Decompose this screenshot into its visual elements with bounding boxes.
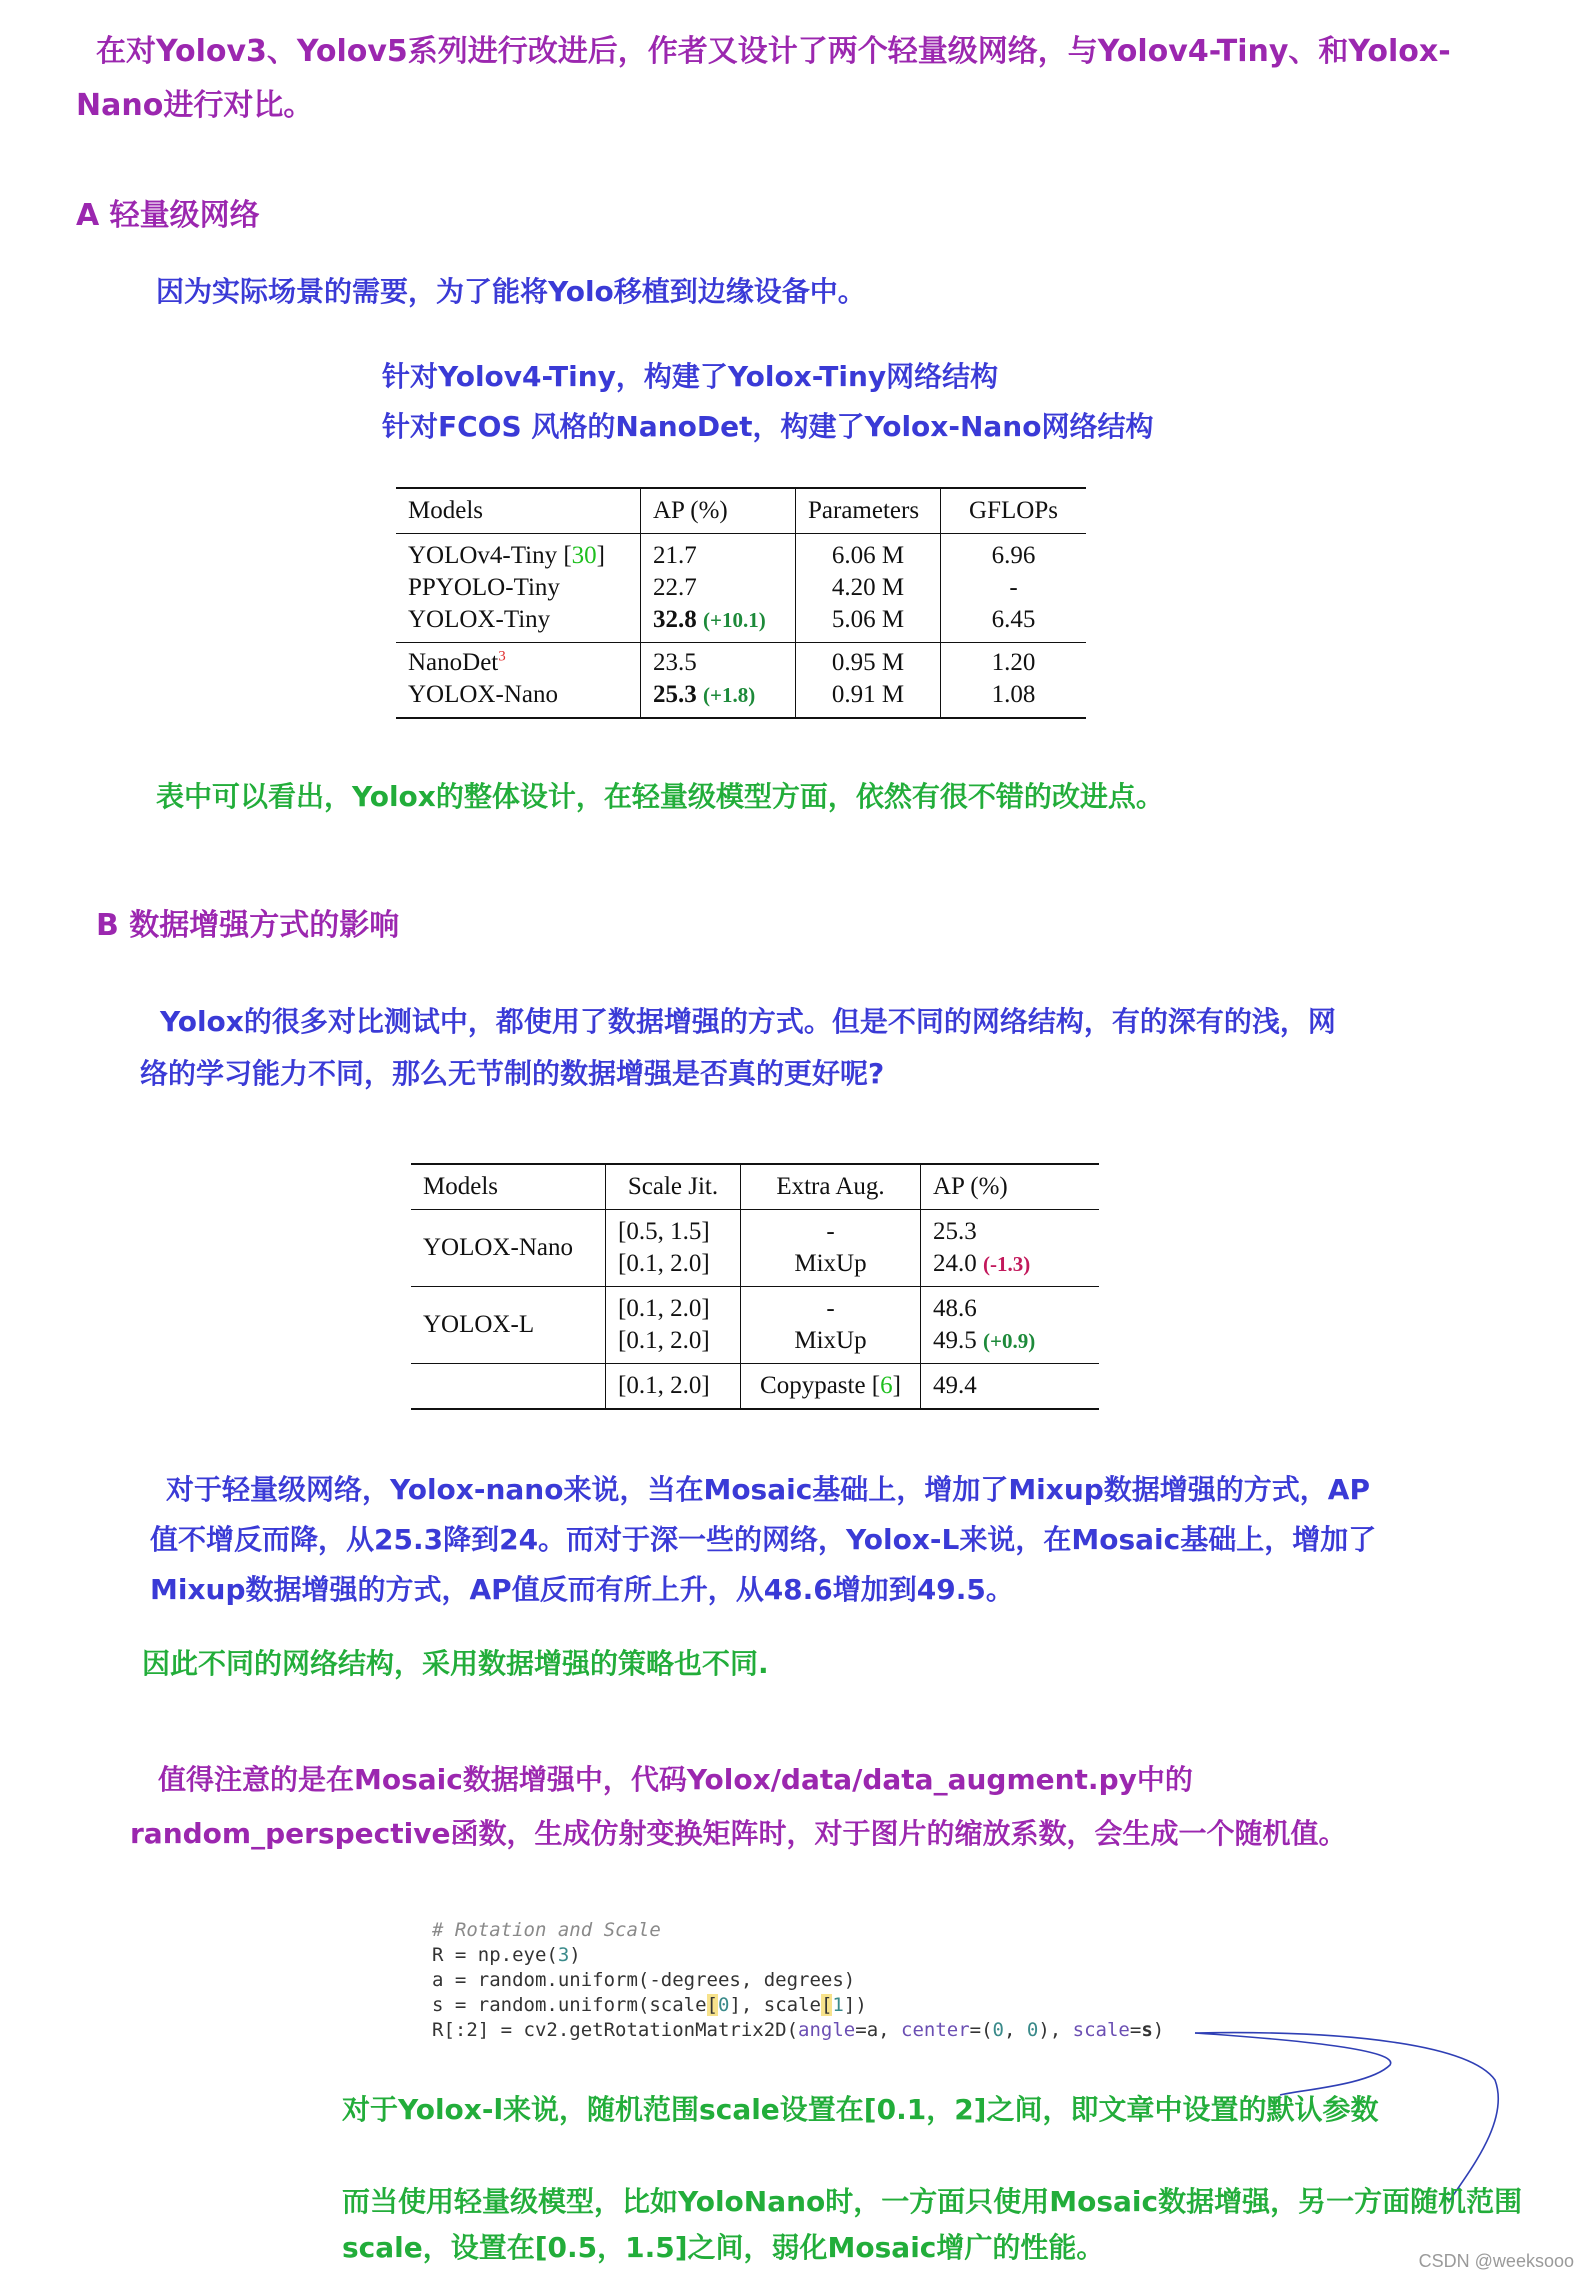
- note-line-2: random_perspective函数，生成仿射变换矩阵时，对于图片的缩放系数，会生成一个随机值。: [130, 1817, 1347, 1850]
- section-b-question-1: Yolox的很多对比测试中，都使用了数据增强的方式。但是不同的网络结构，有的深有的浅，网: [160, 1005, 1336, 1038]
- code-snippet: [432, 1918, 1164, 2043]
- table-row-group-tiny: [396, 534, 1086, 643]
- aug-large-model: YOLOX-L: [411, 1287, 606, 1364]
- aug-col-header-models: Models: [411, 1164, 606, 1210]
- section-a-conclusion: 表中可以看出，Yolox的整体设计，在轻量级模型方面，依然有很不错的改进点。: [156, 780, 1164, 813]
- table-row-group-nano: [396, 643, 1086, 719]
- col-header-ap: AP (%): [641, 488, 796, 534]
- aug-copypaste-extra: Copypaste [6]: [741, 1364, 921, 1410]
- col-header-parameters: Parameters: [796, 488, 941, 534]
- aug-nano-ap: 25.3 24.0 (-1.3): [933, 1218, 1031, 1277]
- arrow-to-large-note: [1195, 2033, 1391, 2095]
- aug-col-header-extra: Extra Aug.: [741, 1164, 921, 1210]
- augmentation-table: [411, 1163, 1099, 1410]
- section-a-reason: 因为实际场景的需要，为了能将Yolo移植到边缘设备中。: [156, 275, 866, 308]
- nano-params-cell: 0.95 M 0.91 M: [796, 643, 941, 719]
- code-line-3: s = random.uniform(scale[0], scale[1]): [432, 1994, 867, 2016]
- tiny-params-cell: 6.06 M 4.20 M 5.06 M: [796, 534, 941, 643]
- aug-table-header-row: [411, 1164, 1099, 1210]
- lightweight-comparison-table: [396, 487, 1086, 719]
- section-a-point-1: 针对Yolov4-Tiny，构建了Yolox-Tiny网络结构: [382, 360, 999, 393]
- code-line-4: R[:2] = cv2.getRotationMatrix2D(angle=a, center=(0, 0), scale=s): [432, 2019, 1165, 2041]
- watermark: CSDN @weeksooo: [1418, 2251, 1574, 2271]
- aug-copypaste-empty: [411, 1364, 606, 1410]
- aug-col-header-scale: Scale Jit.: [606, 1164, 741, 1210]
- explain-nano-1: 而当使用轻量级模型，比如YoloNano时，一方面只使用Mosaic数据增强，另一方面随机范围: [342, 2185, 1523, 2218]
- col-header-gflops: GFLOPs: [969, 497, 1058, 524]
- aug-copypaste-scale: [0.1, 2.0]: [606, 1364, 741, 1410]
- table-row: [411, 1287, 1099, 1364]
- nano-ap-cell: 23.5 25.3 (+1.8): [641, 643, 796, 719]
- aug-nano-model: YOLOX-Nano: [411, 1210, 606, 1287]
- tiny-models-cell: [396, 534, 641, 643]
- section-b-heading: B 数据增强方式的影响: [96, 908, 400, 943]
- aug-large-extra: - MixUp: [741, 1287, 921, 1364]
- analysis-line-2: 值不增反而降，从25.3降到24。而对于深一些的网络，Yolox-L来说，在Mosaic基础上，增加了: [150, 1523, 1377, 1556]
- aug-large-scale: [0.1, 2.0] [0.1, 2.0]: [606, 1287, 741, 1364]
- aug-copypaste-ap: 49.4: [933, 1372, 977, 1399]
- aug-nano-scale: [0.5, 1.5] [0.1, 2.0]: [606, 1210, 741, 1287]
- aug-large-ap: 48.6 49.5 (+0.9): [933, 1295, 1036, 1354]
- section-b-conclusion: 因此不同的网络结构，采用数据增强的策略也不同.: [142, 1647, 769, 1680]
- code-comment: # Rotation and Scale: [432, 1919, 661, 1941]
- tiny-gflops-cell: 6.96 - 6.45: [991, 542, 1036, 633]
- tiny-ap-cell: 21.7 22.7 32.8 (+10.1): [641, 534, 796, 643]
- section-a-point-2: 针对FCOS 风格的NanoDet，构建了Yolox-Nano网络结构: [382, 410, 1154, 443]
- explain-large: 对于Yolox-l来说，随机范围scale设置在[0.1，2]之间，即文章中设置的默认参数: [342, 2093, 1379, 2126]
- intro-line-1: 在对Yolov3、Yolov5系列进行改进后，作者又设计了两个轻量级网络，与Yolov4-Tiny、和Yolox-: [96, 34, 1451, 69]
- table-row: [411, 1364, 1099, 1410]
- table-row: YOLOv4-Tiny [30]: [408, 542, 605, 569]
- code-line-2: a = random.uniform(-degrees, degrees): [432, 1969, 856, 1991]
- section-b-question-2: 络的学习能力不同，那么无节制的数据增强是否真的更好呢?: [140, 1057, 885, 1090]
- explain-nano-2: scale，设置在[0.5，1.5]之间，弱化Mosaic增广的性能。: [342, 2231, 1105, 2264]
- table-row: YOLOX-Tiny: [408, 606, 551, 633]
- nano-models-cell: NanoDet$^3$ YOLOX-Nano: [396, 643, 641, 719]
- table-row: PPYOLO-Tiny: [408, 574, 560, 601]
- table-header-row: [396, 488, 1086, 534]
- analysis-line-1: 对于轻量级网络，Yolox-nano来说，当在Mosaic基础上，增加了Mixup数据增强的方式，AP: [166, 1473, 1371, 1506]
- section-a-heading: A 轻量级网络: [76, 198, 260, 233]
- analysis-line-3: Mixup数据增强的方式，AP值反而有所上升，从48.6增加到49.5。: [150, 1573, 1014, 1606]
- aug-nano-extra: - MixUp: [741, 1210, 921, 1287]
- nano-gflops-cell: 1.20 1.08: [991, 649, 1036, 708]
- aug-col-header-ap: AP (%): [933, 1173, 1008, 1200]
- col-header-models: Models: [396, 488, 641, 534]
- code-line-1: R = np.eye(3): [432, 1944, 581, 1966]
- intro-line-2: Nano进行对比。: [76, 88, 314, 123]
- table-row: [411, 1210, 1099, 1287]
- note-line-1: 值得注意的是在Mosaic数据增强中，代码Yolox/data/data_augment.py中的: [158, 1763, 1193, 1796]
